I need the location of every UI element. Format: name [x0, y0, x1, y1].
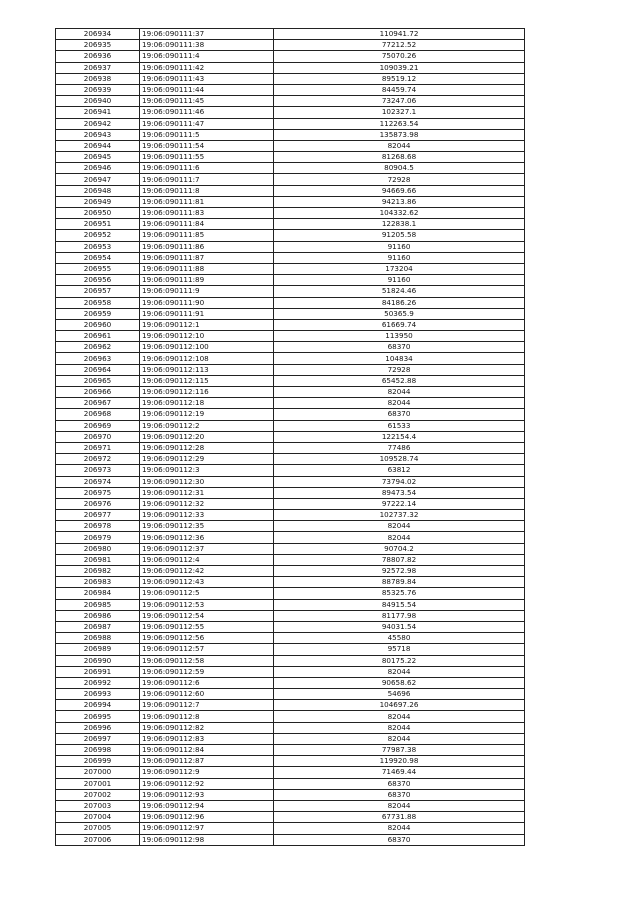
record-number-cell: 207003: [56, 800, 140, 811]
cadastral-code-cell: 19:06:090112:60: [140, 689, 274, 700]
table-row: [56, 800, 525, 811]
amount-cell: 68370: [274, 789, 525, 800]
cadastral-code-cell: 19:06:090112:37: [140, 543, 274, 554]
record-number-cell: 206987: [56, 621, 140, 632]
record-number-cell: 206955: [56, 263, 140, 274]
table-row: [56, 532, 525, 543]
record-number-cell: 206977: [56, 510, 140, 521]
amount-cell: 61533: [274, 420, 525, 431]
cadastral-code-cell: 19:06:090112:3: [140, 465, 274, 476]
amount-cell: 84915.54: [274, 599, 525, 610]
cadastral-code-cell: 19:06:090112:87: [140, 756, 274, 767]
table-row: [56, 487, 525, 498]
amount-cell: 78807.82: [274, 554, 525, 565]
table-row: [56, 29, 525, 40]
record-number-cell: 206960: [56, 319, 140, 330]
cadastral-code-cell: 19:06:090112:54: [140, 610, 274, 621]
amount-cell: 94669.66: [274, 185, 525, 196]
cadastral-code-cell: 19:06:090111:90: [140, 297, 274, 308]
record-number-cell: 206981: [56, 554, 140, 565]
cadastral-code-cell: 19:06:090111:44: [140, 84, 274, 95]
cadastral-code-cell: 19:06:090112:108: [140, 353, 274, 364]
table-row: [56, 577, 525, 588]
table-row: [56, 722, 525, 733]
amount-cell: 173204: [274, 263, 525, 274]
cadastral-code-cell: 19:06:090112:59: [140, 666, 274, 677]
table-row: [56, 208, 525, 219]
record-number-cell: 206979: [56, 532, 140, 543]
amount-cell: 82044: [274, 387, 525, 398]
cadastral-code-cell: 19:06:090112:36: [140, 532, 274, 543]
table-row: [56, 521, 525, 532]
cadastral-code-cell: 19:06:090111:55: [140, 152, 274, 163]
table-row: [56, 789, 525, 800]
record-number-cell: 206996: [56, 722, 140, 733]
amount-cell: 94213.86: [274, 196, 525, 207]
table-row: [56, 767, 525, 778]
amount-cell: 50365.9: [274, 308, 525, 319]
table-row: [56, 140, 525, 151]
table-row: [56, 554, 525, 565]
cadastral-code-cell: 19:06:090112:4: [140, 554, 274, 565]
cadastral-code-cell: 19:06:090112:9: [140, 767, 274, 778]
cadastral-code-cell: 19:06:090111:5: [140, 129, 274, 140]
cadastral-code-cell: 19:06:090111:54: [140, 140, 274, 151]
amount-cell: 119920.98: [274, 756, 525, 767]
table-row: [56, 353, 525, 364]
amount-cell: 80904.5: [274, 163, 525, 174]
table-row: [56, 498, 525, 509]
record-number-cell: 206936: [56, 51, 140, 62]
cadastral-code-cell: 19:06:090112:98: [140, 834, 274, 845]
table-row: [56, 51, 525, 62]
cadastral-code-cell: 19:06:090111:91: [140, 308, 274, 319]
table-row: [56, 745, 525, 756]
table-row: [56, 364, 525, 375]
amount-cell: 80175.22: [274, 655, 525, 666]
table-row: [56, 163, 525, 174]
amount-cell: 82044: [274, 532, 525, 543]
amount-cell: 82044: [274, 823, 525, 834]
record-number-cell: 206956: [56, 275, 140, 286]
amount-cell: 73794.02: [274, 476, 525, 487]
amount-cell: 63812: [274, 465, 525, 476]
amount-cell: 90658.62: [274, 677, 525, 688]
record-number-cell: 206991: [56, 666, 140, 677]
cadastral-code-cell: 19:06:090112:18: [140, 398, 274, 409]
table-row: [56, 342, 525, 353]
amount-cell: 82044: [274, 140, 525, 151]
amount-cell: 77212.52: [274, 40, 525, 51]
record-number-cell: 206969: [56, 420, 140, 431]
cadastral-code-cell: 19:06:090112:29: [140, 454, 274, 465]
table-row: [56, 409, 525, 420]
cadastral-code-cell: 19:06:090112:8: [140, 711, 274, 722]
amount-cell: 91160: [274, 241, 525, 252]
record-number-cell: 206965: [56, 375, 140, 386]
table-row: [56, 107, 525, 118]
amount-cell: 65452.88: [274, 375, 525, 386]
cadastral-code-cell: 19:06:090111:9: [140, 286, 274, 297]
amount-cell: 91205.58: [274, 230, 525, 241]
cadastral-code-cell: 19:06:090111:42: [140, 62, 274, 73]
table-row: [56, 778, 525, 789]
record-number-cell: 206941: [56, 107, 140, 118]
table-row: [56, 241, 525, 252]
table-row: [56, 263, 525, 274]
table-row: [56, 174, 525, 185]
record-number-cell: 207002: [56, 789, 140, 800]
amount-cell: 68370: [274, 778, 525, 789]
amount-cell: 104332.62: [274, 208, 525, 219]
cadastral-code-cell: 19:06:090112:97: [140, 823, 274, 834]
record-number-cell: 206985: [56, 599, 140, 610]
amount-cell: 81177.98: [274, 610, 525, 621]
cadastral-code-cell: 19:06:090111:88: [140, 263, 274, 274]
record-number-cell: 206983: [56, 577, 140, 588]
cadastral-code-cell: 19:06:090112:43: [140, 577, 274, 588]
table-row: [56, 331, 525, 342]
table-row: [56, 252, 525, 263]
amount-cell: 122838.1: [274, 219, 525, 230]
record-number-cell: 206958: [56, 297, 140, 308]
amount-cell: 82044: [274, 521, 525, 532]
table-row: [56, 677, 525, 688]
table-row: [56, 152, 525, 163]
cadastral-code-cell: 19:06:090112:42: [140, 566, 274, 577]
amount-cell: 110941.72: [274, 29, 525, 40]
table-row: [56, 756, 525, 767]
amount-cell: 91160: [274, 252, 525, 263]
amount-cell: 82044: [274, 733, 525, 744]
record-number-cell: 206954: [56, 252, 140, 263]
table-row: [56, 610, 525, 621]
amount-cell: 51824.46: [274, 286, 525, 297]
cadastral-code-cell: 19:06:090112:83: [140, 733, 274, 744]
cadastral-code-cell: 19:06:090111:84: [140, 219, 274, 230]
record-number-cell: 206989: [56, 644, 140, 655]
amount-cell: 82044: [274, 711, 525, 722]
record-number-cell: 206945: [56, 152, 140, 163]
cadastral-code-cell: 19:06:090111:8: [140, 185, 274, 196]
table-row: [56, 387, 525, 398]
table-row: [56, 96, 525, 107]
record-number-cell: 207004: [56, 812, 140, 823]
table-row: [56, 823, 525, 834]
table-row: [56, 40, 525, 51]
record-number-cell: 206982: [56, 566, 140, 577]
table-row: [56, 118, 525, 129]
record-number-cell: 206950: [56, 208, 140, 219]
table-row: [56, 689, 525, 700]
cadastral-code-cell: 19:06:090111:7: [140, 174, 274, 185]
amount-cell: 92572.98: [274, 566, 525, 577]
amount-cell: 109528.74: [274, 454, 525, 465]
amount-cell: 82044: [274, 722, 525, 733]
record-number-cell: 206994: [56, 700, 140, 711]
amount-cell: 73247.06: [274, 96, 525, 107]
cadastral-code-cell: 19:06:090112:93: [140, 789, 274, 800]
record-number-cell: 206951: [56, 219, 140, 230]
cadastral-code-cell: 19:06:090112:19: [140, 409, 274, 420]
amount-cell: 82044: [274, 666, 525, 677]
amount-cell: 90704.2: [274, 543, 525, 554]
cadastral-code-cell: 19:06:090111:89: [140, 275, 274, 286]
table-row: [56, 375, 525, 386]
record-number-cell: 206937: [56, 62, 140, 73]
cadastral-code-cell: 19:06:090112:56: [140, 633, 274, 644]
record-number-cell: 206940: [56, 96, 140, 107]
record-number-cell: 206976: [56, 498, 140, 509]
record-number-cell: 206957: [56, 286, 140, 297]
record-number-cell: 206988: [56, 633, 140, 644]
cadastral-code-cell: 19:06:090112:115: [140, 375, 274, 386]
record-number-cell: 207000: [56, 767, 140, 778]
record-number-cell: 206974: [56, 476, 140, 487]
amount-cell: 104697.26: [274, 700, 525, 711]
amount-cell: 75070.26: [274, 51, 525, 62]
record-number-cell: 206984: [56, 588, 140, 599]
table-row: [56, 465, 525, 476]
cadastral-code-cell: 19:06:090111:6: [140, 163, 274, 174]
record-number-cell: 206961: [56, 331, 140, 342]
amount-cell: 67731.88: [274, 812, 525, 823]
cadastral-code-cell: 19:06:090112:2: [140, 420, 274, 431]
amount-cell: 135873.98: [274, 129, 525, 140]
cadastral-code-cell: 19:06:090112:6: [140, 677, 274, 688]
amount-cell: 81268.68: [274, 152, 525, 163]
record-number-cell: 206971: [56, 442, 140, 453]
amount-cell: 71469.44: [274, 767, 525, 778]
cadastral-code-cell: 19:06:090112:100: [140, 342, 274, 353]
amount-cell: 104834: [274, 353, 525, 364]
table-row: [56, 84, 525, 95]
cadastral-code-cell: 19:06:090112:10: [140, 331, 274, 342]
cadastral-code-cell: 19:06:090112:82: [140, 722, 274, 733]
cadastral-code-cell: 19:06:090111:81: [140, 196, 274, 207]
record-number-cell: 206938: [56, 73, 140, 84]
table-row: [56, 454, 525, 465]
record-number-cell: 206970: [56, 431, 140, 442]
record-number-cell: 206993: [56, 689, 140, 700]
table-row: [56, 398, 525, 409]
cadastral-code-cell: 19:06:090112:53: [140, 599, 274, 610]
cadastral-code-cell: 19:06:090111:85: [140, 230, 274, 241]
amount-cell: 72928: [274, 174, 525, 185]
record-number-cell: 206939: [56, 84, 140, 95]
record-number-cell: 206964: [56, 364, 140, 375]
table-row: [56, 655, 525, 666]
amount-cell: 89473.54: [274, 487, 525, 498]
table-row: [56, 308, 525, 319]
records-table: [55, 28, 525, 846]
table-row: [56, 700, 525, 711]
table-row: [56, 812, 525, 823]
amount-cell: 89519.12: [274, 73, 525, 84]
cadastral-code-cell: 19:06:090112:5: [140, 588, 274, 599]
cadastral-code-cell: 19:06:090112:1: [140, 319, 274, 330]
cadastral-code-cell: 19:06:090112:113: [140, 364, 274, 375]
record-number-cell: 207005: [56, 823, 140, 834]
table-row: [56, 319, 525, 330]
table-row: [56, 644, 525, 655]
record-number-cell: 206972: [56, 454, 140, 465]
record-number-cell: 206980: [56, 543, 140, 554]
table-row: [56, 62, 525, 73]
cadastral-code-cell: 19:06:090112:116: [140, 387, 274, 398]
cadastral-code-cell: 19:06:090112:30: [140, 476, 274, 487]
cadastral-code-cell: 19:06:090112:92: [140, 778, 274, 789]
cadastral-code-cell: 19:06:090112:31: [140, 487, 274, 498]
cadastral-code-cell: 19:06:090111:37: [140, 29, 274, 40]
record-number-cell: 206998: [56, 745, 140, 756]
record-number-cell: 206990: [56, 655, 140, 666]
amount-cell: 82044: [274, 398, 525, 409]
record-number-cell: 206995: [56, 711, 140, 722]
cadastral-code-cell: 19:06:090111:46: [140, 107, 274, 118]
amount-cell: 122154.4: [274, 431, 525, 442]
table-row: [56, 219, 525, 230]
cadastral-code-cell: 19:06:090111:45: [140, 96, 274, 107]
record-number-cell: 207006: [56, 834, 140, 845]
amount-cell: 68370: [274, 834, 525, 845]
record-number-cell: 206986: [56, 610, 140, 621]
cadastral-code-cell: 19:06:090112:7: [140, 700, 274, 711]
amount-cell: 85325.76: [274, 588, 525, 599]
amount-cell: 95718: [274, 644, 525, 655]
record-number-cell: 206975: [56, 487, 140, 498]
amount-cell: 112263.54: [274, 118, 525, 129]
amount-cell: 72928: [274, 364, 525, 375]
table-row: [56, 275, 525, 286]
records-table-body: [56, 29, 525, 846]
record-number-cell: 206953: [56, 241, 140, 252]
record-number-cell: 206946: [56, 163, 140, 174]
record-number-cell: 206952: [56, 230, 140, 241]
cadastral-code-cell: 19:06:090112:94: [140, 800, 274, 811]
cadastral-code-cell: 19:06:090111:83: [140, 208, 274, 219]
table-row: [56, 297, 525, 308]
table-row: [56, 196, 525, 207]
cadastral-code-cell: 19:06:090112:35: [140, 521, 274, 532]
amount-cell: 91160: [274, 275, 525, 286]
amount-cell: 84186.26: [274, 297, 525, 308]
record-number-cell: 206973: [56, 465, 140, 476]
cadastral-code-cell: 19:06:090111:43: [140, 73, 274, 84]
table-row: [56, 666, 525, 677]
amount-cell: 68370: [274, 342, 525, 353]
table-row: [56, 431, 525, 442]
amount-cell: 102737.32: [274, 510, 525, 521]
table-row: [56, 711, 525, 722]
record-number-cell: 206947: [56, 174, 140, 185]
record-number-cell: 206949: [56, 196, 140, 207]
amount-cell: 113950: [274, 331, 525, 342]
cadastral-code-cell: 19:06:090111:87: [140, 252, 274, 263]
record-number-cell: 206967: [56, 398, 140, 409]
table-row: [56, 442, 525, 453]
amount-cell: 82044: [274, 800, 525, 811]
amount-cell: 61669.74: [274, 319, 525, 330]
amount-cell: 45580: [274, 633, 525, 644]
table-row: [56, 733, 525, 744]
amount-cell: 77987.38: [274, 745, 525, 756]
table-row: [56, 566, 525, 577]
record-number-cell: 206948: [56, 185, 140, 196]
amount-cell: 68370: [274, 409, 525, 420]
table-row: [56, 230, 525, 241]
table-row: [56, 621, 525, 632]
record-number-cell: 206944: [56, 140, 140, 151]
amount-cell: 77486: [274, 442, 525, 453]
amount-cell: 94031.54: [274, 621, 525, 632]
table-row: [56, 286, 525, 297]
cadastral-code-cell: 19:06:090111:47: [140, 118, 274, 129]
record-number-cell: 206962: [56, 342, 140, 353]
record-number-cell: 206934: [56, 29, 140, 40]
record-number-cell: 206959: [56, 308, 140, 319]
amount-cell: 54696: [274, 689, 525, 700]
record-number-cell: 206997: [56, 733, 140, 744]
table-row: [56, 185, 525, 196]
cadastral-code-cell: 19:06:090112:33: [140, 510, 274, 521]
amount-cell: 84459.74: [274, 84, 525, 95]
table-row: [56, 73, 525, 84]
table-row: [56, 476, 525, 487]
record-number-cell: 206943: [56, 129, 140, 140]
record-number-cell: 206999: [56, 756, 140, 767]
table-row: [56, 510, 525, 521]
table-row: [56, 129, 525, 140]
record-number-cell: 206978: [56, 521, 140, 532]
record-number-cell: 206942: [56, 118, 140, 129]
cadastral-code-cell: 19:06:090112:58: [140, 655, 274, 666]
cadastral-code-cell: 19:06:090112:55: [140, 621, 274, 632]
record-number-cell: 206968: [56, 409, 140, 420]
amount-cell: 102327.1: [274, 107, 525, 118]
amount-cell: 97222.14: [274, 498, 525, 509]
cadastral-code-cell: 19:06:090112:84: [140, 745, 274, 756]
table-row: [56, 599, 525, 610]
cadastral-code-cell: 19:06:090112:32: [140, 498, 274, 509]
record-number-cell: 206966: [56, 387, 140, 398]
table-row: [56, 633, 525, 644]
table-row: [56, 543, 525, 554]
record-number-cell: 206963: [56, 353, 140, 364]
cadastral-code-cell: 19:06:090111:4: [140, 51, 274, 62]
record-number-cell: 206935: [56, 40, 140, 51]
table-row: [56, 420, 525, 431]
amount-cell: 88789.84: [274, 577, 525, 588]
table-row: [56, 834, 525, 845]
cadastral-code-cell: 19:06:090112:28: [140, 442, 274, 453]
cadastral-code-cell: 19:06:090111:38: [140, 40, 274, 51]
record-number-cell: 207001: [56, 778, 140, 789]
record-number-cell: 206992: [56, 677, 140, 688]
cadastral-code-cell: 19:06:090112:96: [140, 812, 274, 823]
cadastral-code-cell: 19:06:090111:86: [140, 241, 274, 252]
cadastral-code-cell: 19:06:090112:20: [140, 431, 274, 442]
amount-cell: 109039.21: [274, 62, 525, 73]
table-row: [56, 588, 525, 599]
cadastral-code-cell: 19:06:090112:57: [140, 644, 274, 655]
